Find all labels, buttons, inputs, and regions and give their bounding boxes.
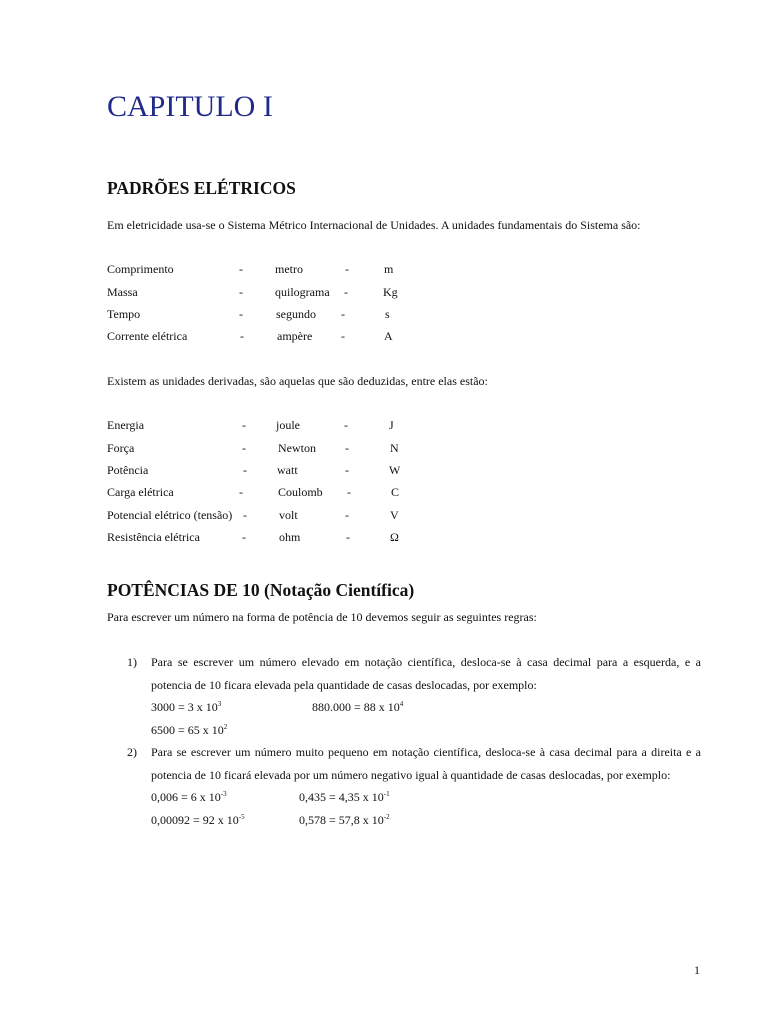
example-base: 0,006 = 6 x 10 (151, 790, 221, 804)
example-exponent: -1 (383, 790, 390, 798)
example-exponent: -3 (220, 790, 227, 798)
symbol-cell: Kg (383, 285, 398, 299)
unit-cell: quilograma (275, 285, 330, 299)
example-exponent: 4 (399, 700, 404, 708)
section-intro: Em eletricidade usa-se o Sistema Métrico Internacional de Unidades. A unidades fundamentais do Sistema são: (107, 218, 641, 232)
quantity-cell: Comprimento (107, 262, 174, 276)
symbol-cell: C (391, 485, 400, 499)
rule-number: 1) (127, 655, 137, 669)
table-row (0, 530, 768, 548)
quantity-cell: Resistência elétrica (107, 530, 200, 544)
example-expression (151, 696, 221, 719)
dash: - (243, 463, 247, 477)
example-line (151, 696, 701, 719)
quantity-cell: Força (107, 441, 135, 455)
unit-cell: watt (277, 463, 298, 477)
symbol-cell: s (385, 307, 390, 321)
rule-text: Para se escrever um número elevado em notação científica, desloca-se à casa decimal para a esquerda, e a potencia de 10 ficara elevada pela quantidade de casas deslocadas, por exemplo: (151, 655, 701, 692)
dash: - (345, 441, 349, 455)
symbol-cell: J (389, 418, 394, 432)
table-row (0, 285, 768, 303)
unit-cell: joule (276, 418, 300, 432)
example-exponent: -5 (238, 812, 245, 821)
table-row (0, 485, 768, 503)
unit-cell: ampère (277, 329, 313, 343)
quantity-cell: Corrente elétrica (107, 329, 188, 343)
example-base: 0,578 = 57,8 x 10 (299, 812, 384, 827)
rule-text: Para se escrever um número muito pequeno em notação científica, desloca-se à casa decimal para a direita e a potencia de 10 ficará elevada por um número negativo igual à quantidade de casas deslocadas, por exemplo: (151, 745, 701, 782)
example-expression (151, 719, 227, 742)
quantity-cell: Massa (107, 285, 138, 299)
unit-cell: metro (275, 262, 303, 276)
dash: - (239, 485, 243, 499)
symbol-cell: W (389, 463, 401, 477)
example-expression (299, 786, 390, 809)
quantity-cell: Potência (107, 463, 149, 477)
dash: - (243, 508, 247, 522)
example-exponent: 3 (217, 700, 222, 708)
symbol-cell: A (384, 329, 393, 343)
quantity-cell: Potencial elétrico (tensão) (107, 508, 233, 522)
section-intro-potencias: Para escrever um número na forma de potência de 10 devemos seguir as seguintes regras: (107, 610, 537, 624)
example-line (151, 809, 701, 832)
example-line (151, 719, 701, 742)
example-base: 3000 = 3 x 10 (151, 700, 218, 714)
example-base: 0,435 = 4,35 x 10 (299, 790, 384, 804)
example-base: 6500 = 65 x 10 (151, 722, 224, 737)
example-base: 0,00092 = 92 x 10 (151, 812, 239, 827)
chapter-title: CAPITULO I (107, 90, 273, 123)
dash: - (344, 285, 348, 299)
example-expression (151, 786, 227, 809)
example-line (151, 786, 701, 809)
table-row (0, 508, 768, 526)
dash: - (242, 530, 246, 544)
example-expression (312, 696, 403, 719)
list-item (127, 651, 701, 741)
example-base: 880.000 = 88 x 10 (312, 700, 400, 714)
example-expression (299, 809, 390, 832)
page-number: 1 (694, 963, 700, 977)
table-row (0, 441, 768, 459)
section-heading-potencias: POTÊNCIAS DE 10 (Notação Científica) (107, 580, 415, 600)
table-row (0, 329, 768, 347)
symbol-cell: N (390, 441, 399, 455)
rules-list (127, 651, 701, 831)
dash: - (346, 530, 350, 544)
symbol-cell: m (384, 262, 394, 276)
unit-cell: Coulomb (278, 485, 323, 499)
dash: - (341, 329, 345, 343)
symbol-cell: Ω (390, 530, 399, 544)
dash: - (239, 307, 243, 321)
symbol-cell: V (390, 508, 399, 522)
unit-cell: ohm (279, 530, 301, 544)
table-row (0, 463, 768, 481)
table-row (0, 307, 768, 325)
rule-number: 2) (127, 745, 137, 759)
dash: - (239, 262, 243, 276)
quantity-cell: Carga elétrica (107, 485, 174, 499)
dash: - (242, 441, 246, 455)
dash: - (345, 508, 349, 522)
quantity-cell: Tempo (107, 307, 141, 321)
dash: - (345, 262, 349, 276)
unit-cell: Newton (278, 441, 316, 455)
table-row (0, 262, 768, 280)
list-item (127, 741, 701, 831)
dash: - (341, 307, 345, 321)
example-expression (151, 809, 245, 832)
dash: - (347, 485, 351, 499)
dash: - (344, 418, 348, 432)
unit-cell: segundo (276, 307, 316, 321)
dash: - (242, 418, 246, 432)
dash: - (239, 285, 243, 299)
section-heading-padroes: PADRÕES ELÉTRICOS (107, 178, 296, 198)
table-row (0, 418, 768, 436)
quantity-cell: Energia (107, 418, 145, 432)
derived-intro: Existem as unidades derivadas, são aquelas que são deduzidas, entre elas estão: (107, 374, 488, 388)
dash: - (345, 463, 349, 477)
example-exponent: -2 (383, 812, 390, 821)
example-exponent: 2 (223, 722, 228, 731)
dash: - (240, 329, 244, 343)
unit-cell: volt (279, 508, 298, 522)
